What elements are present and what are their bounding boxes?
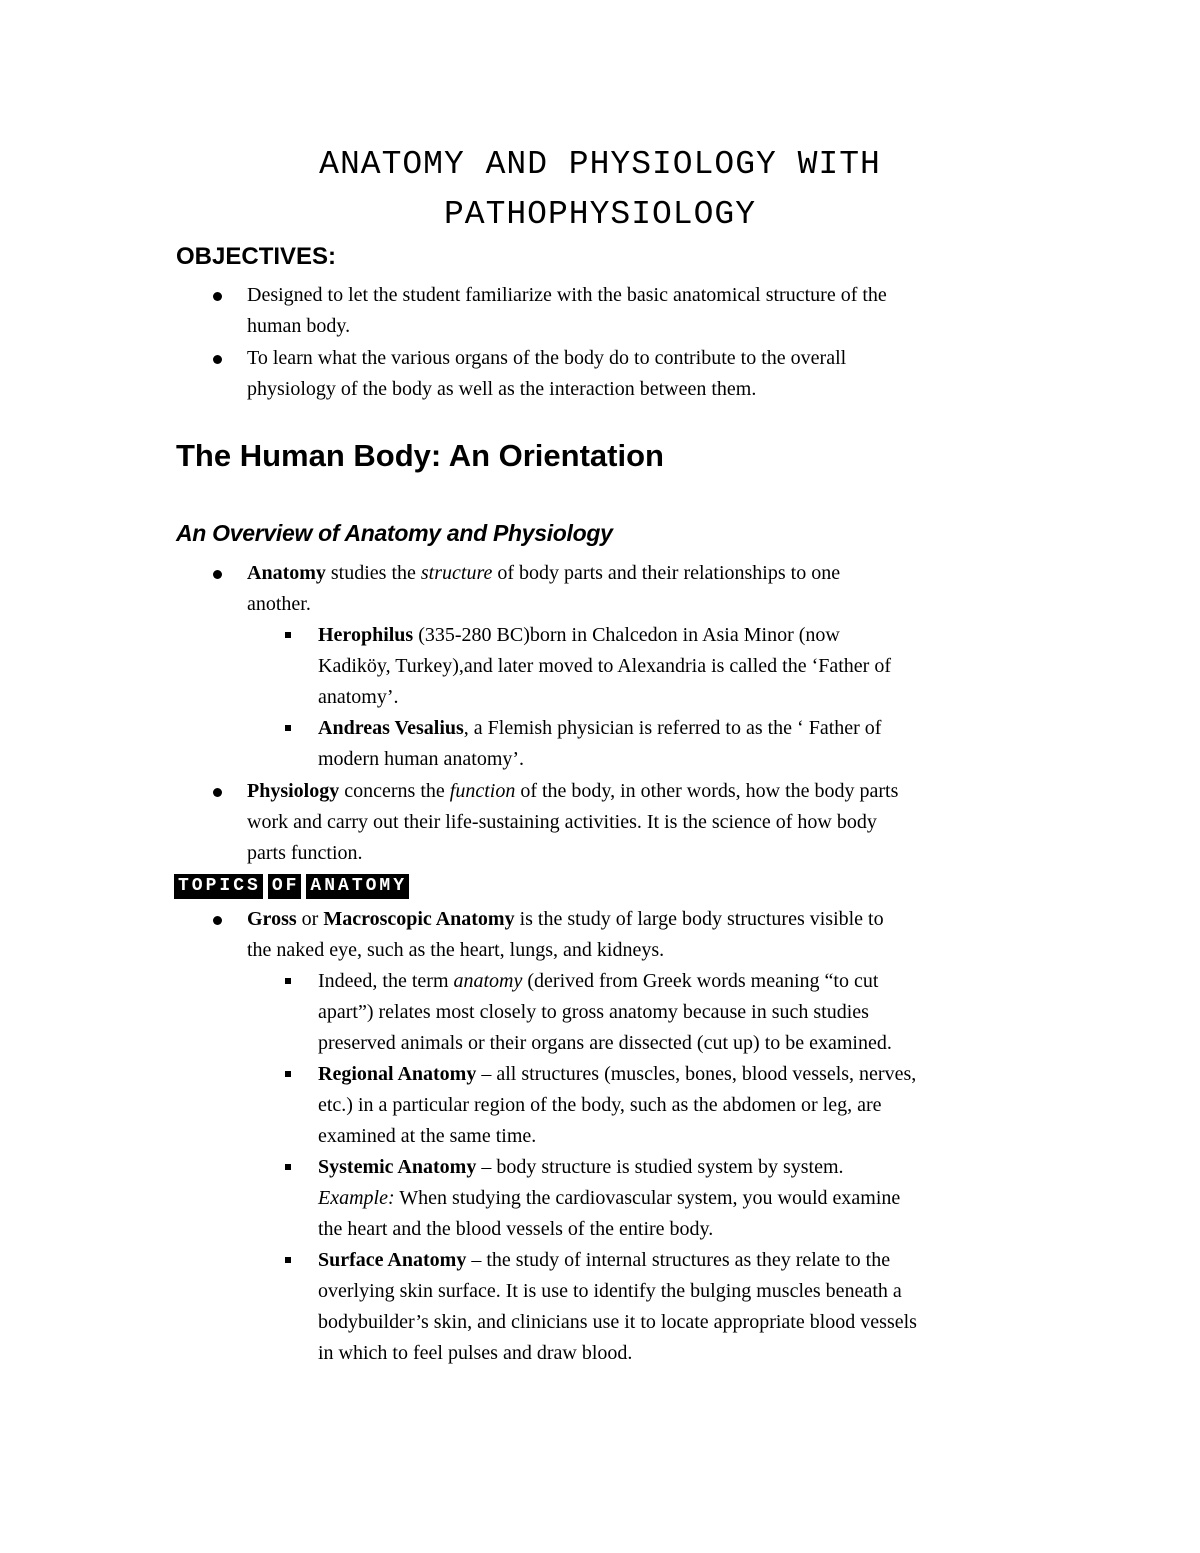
objective-2-line-1: To learn what the various organs of the body do to contribute to the overall	[247, 347, 847, 369]
surface-term: Surface Anatomy	[318, 1249, 467, 1271]
surface-text: – the study of internal structures as they relate to the	[466, 1249, 891, 1271]
regional-text: – all structures (muscles, bones, blood vessels, nerves,	[476, 1063, 917, 1085]
herophilus-line-2: Kadiköy, Turkey),and later moved to Alexandria is called the ‘Father of	[318, 655, 891, 677]
herophilus-line-1	[318, 625, 840, 645]
bullet-icon	[213, 788, 222, 797]
systemic-line-2	[318, 1188, 900, 1208]
surface-line-4: in which to feel pulses and draw blood.	[318, 1342, 633, 1364]
square-bullet-icon	[285, 1164, 291, 1170]
square-bullet-icon	[285, 1071, 291, 1077]
anatomy-text: of body parts and their relationships to one	[492, 562, 841, 584]
herophilus-line-3: anatomy’.	[318, 686, 399, 708]
bullet-icon	[213, 570, 222, 579]
document-title-line-1: ANATOMY AND PHYSIOLOGY WITH	[319, 146, 881, 183]
section-heading-orientation: The Human Body: An Orientation	[176, 438, 664, 473]
systemic-text: – body structure is studied system by system.	[476, 1156, 844, 1178]
vesalius-text: , a Flemish physician is referred to as the ‘ Father of	[463, 717, 882, 739]
surface-line-2: overlying skin surface. It is use to identify the bulging muscles beneath a	[318, 1280, 902, 1302]
objective-1-line-2: human body.	[247, 315, 351, 337]
physiology-text: concerns the	[339, 780, 450, 802]
vesalius-name: Andreas Vesalius	[318, 717, 464, 739]
bullet-icon	[213, 292, 222, 301]
gross-line-2: the naked eye, such as the heart, lungs, and kidneys.	[247, 939, 665, 961]
surface-line-3: bodybuilder’s skin, and clinicians use it to locate appropriate blood vessels	[318, 1311, 917, 1333]
systemic-text: When studying the cardiovascular system, you would examine	[394, 1187, 901, 1209]
vesalius-line-2: modern human anatomy’.	[318, 748, 525, 770]
physiology-line-3: parts function.	[247, 842, 363, 864]
indeed-text: Indeed, the term	[318, 970, 454, 992]
indeed-line-1	[318, 971, 878, 991]
vesalius-line-1	[318, 718, 881, 738]
systemic-term: Systemic Anatomy	[318, 1156, 477, 1178]
document-title-line-2: PATHOPHYSIOLOGY	[443, 196, 757, 233]
square-bullet-icon	[285, 1257, 291, 1263]
anatomy-line-1	[247, 563, 840, 583]
herophilus-text: (335-280 BC)born in Chalcedon in Asia Minor (now	[413, 624, 840, 646]
regional-line-1	[318, 1064, 916, 1084]
gross-text: or	[296, 908, 324, 930]
indeed-emphasis: anatomy	[453, 970, 523, 992]
square-bullet-icon	[285, 725, 291, 731]
gross-term: Gross	[247, 908, 297, 930]
anatomy-text: studies the	[325, 562, 421, 584]
gross-text: is the study of large body structures visible to	[514, 908, 884, 930]
indeed-text: (derived from Greek words meaning “to cut	[522, 970, 879, 992]
objective-2-line-2: physiology of the body as well as the interaction between them.	[247, 378, 757, 400]
regional-line-3: examined at the same time.	[318, 1125, 537, 1147]
example-label: Example:	[318, 1187, 395, 1209]
square-bullet-icon	[285, 632, 291, 638]
physiology-line-1	[247, 781, 898, 801]
objectives-heading: OBJECTIVES:	[176, 243, 337, 270]
anatomy-emphasis: structure	[420, 562, 493, 584]
subsection-heading-overview: An Overview of Anatomy and Physiology	[176, 520, 613, 546]
objective-1-line-1: Designed to let the student familiarize with the basic anatomical structure of the	[247, 284, 887, 306]
systemic-line-1	[318, 1157, 844, 1177]
physiology-line-2: work and carry out their life-sustaining activities. It is the science of how body	[247, 811, 877, 833]
bullet-icon	[213, 355, 222, 364]
gross-line-1	[247, 909, 884, 929]
surface-line-1	[318, 1250, 890, 1270]
systemic-line-3: the heart and the blood vessels of the entire body.	[318, 1218, 714, 1240]
topics-heading	[174, 874, 409, 899]
herophilus-name: Herophilus	[318, 624, 414, 646]
indeed-line-3: preserved animals or their organs are dissected (cut up) to be examined.	[318, 1032, 892, 1054]
topics-word: OF	[268, 874, 302, 899]
indeed-line-2: apart”) relates most closely to gross anatomy because in such studies	[318, 1001, 869, 1023]
physiology-term: Physiology	[247, 780, 340, 802]
regional-line-2: etc.) in a particular region of the body, such as the abdomen or leg, are	[318, 1094, 882, 1116]
bullet-icon	[213, 916, 222, 925]
physiology-emphasis: function	[449, 780, 516, 802]
anatomy-line-2: another.	[247, 593, 311, 615]
topics-word: ANATOMY	[306, 874, 409, 899]
anatomy-term: Anatomy	[247, 562, 326, 584]
macroscopic-term: Macroscopic Anatomy	[323, 908, 515, 930]
physiology-text: of the body, in other words, how the body parts	[515, 780, 899, 802]
regional-term: Regional Anatomy	[318, 1063, 477, 1085]
square-bullet-icon	[285, 978, 291, 984]
topics-word: TOPICS	[174, 874, 263, 899]
